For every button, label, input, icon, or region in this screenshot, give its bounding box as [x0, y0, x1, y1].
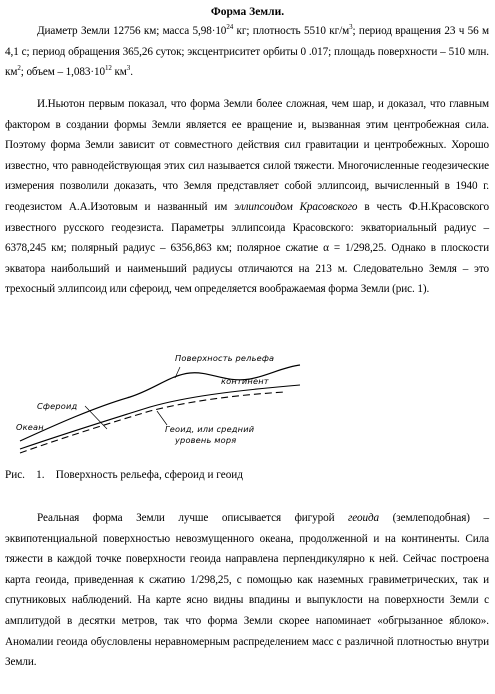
text-run: в честь Ф.Н.Красовского известного русского геодезиста. Параметры эллипсоида Красовского: экваториальный радиус – 6378,245 км; полярный радиус – 6356,863 км; полярное сжатие α = 1/298,25. Однако в плоскости экватора наибольший и наименьший радиусы отличаются на 213 м. Следовательно Земля – это трехосный эллипсоид или сфероид, чем определяется воображаемая форма Земли (рис. 1).	[5, 200, 489, 296]
label-geoid-line1: Геоид, или средний	[165, 424, 255, 434]
paragraph-geoid	[5, 508, 489, 673]
superscript: 3	[126, 64, 131, 73]
label-spheroid: Сфероид	[37, 401, 78, 411]
continent-surface-line	[20, 385, 300, 449]
text-run: ; период вращения 23 ч 56 м 4,1 с; период обращения 365,26 суток; эксцентриситет орбиты 0 .017; площадь поверхности – 510 млн. км	[5, 25, 489, 79]
text-run: .	[130, 66, 133, 79]
leader-geoid	[157, 411, 167, 425]
text-run: кг; плотность 5510 кг/м	[233, 25, 350, 37]
superscript: 2	[17, 64, 21, 73]
superscript: 12	[104, 64, 112, 73]
text-run: Реальная форма Земли лучше описывается фигурой	[37, 512, 349, 524]
label-geoid-line2: уровень моря	[175, 435, 237, 445]
text-run: Диаметр Земли 12756 км; масса 5,98·10	[37, 25, 227, 37]
emphasis-term: эллипсоидом Красовского	[234, 200, 358, 213]
paragraph-ellipsoid	[5, 94, 489, 300]
label-relief: Поверхность рельефа	[175, 353, 275, 363]
text-run: ; объем – 1,083·10	[20, 66, 105, 79]
text-run: км	[111, 66, 127, 79]
text-run: И.Ньютон первым показал, что форма Земли более сложная, чем шар, и доказал, что главным фактором в создании формы Земли является ее вращение и, вызванная этим центробежная сила. Поэтому форма Земли зависит от совместного действия сил гравитации и центробежных. Хорошо известно, что равнодействующая этих сил называется силой тяжести. Многочисленные геодезические измерения позволили доказать, что Земля представляет собой эллипсоид, вычисленный в 1940 г. геодезистом А.А.Изотовым и названный им	[5, 98, 489, 213]
superscript: 24	[226, 23, 234, 31]
page-title: Форма Земли.	[210, 6, 285, 18]
text-run: (землеподобная) – эквипотенциальной поверхностью невозмущенного океана, продолженной и на континенты. Сила тяжести в каждой точке поверхности геоида направлена перпендикулярно к ней. Сейчас построена карта геоида, приведенная к сжатию 1/298,25, с помощью как наземных гравиметрических, так и спутниковых наблюдений. На карте ясно видны впадины и выпуклости на поверхности Земли с амплитудой в десятки метров, так что форма Земли скорее напоминает «обгрызанное яблоко». Аномалии геоида обусловлены неравномерным распределением масс с различной плотностью внутри Земли.	[5, 512, 489, 669]
paragraph-earth-parameters	[5, 21, 489, 83]
figure-earth-shape	[15, 345, 305, 460]
emphasis-term: геоида	[348, 512, 380, 524]
label-ocean: Океан	[16, 422, 44, 432]
leader-spheroid	[85, 406, 107, 429]
superscript: 3	[349, 23, 353, 31]
figure-caption: Рис. 1. Поверхность рельефа, сфероид и геоид	[5, 469, 243, 481]
label-continent: континент	[221, 376, 269, 386]
